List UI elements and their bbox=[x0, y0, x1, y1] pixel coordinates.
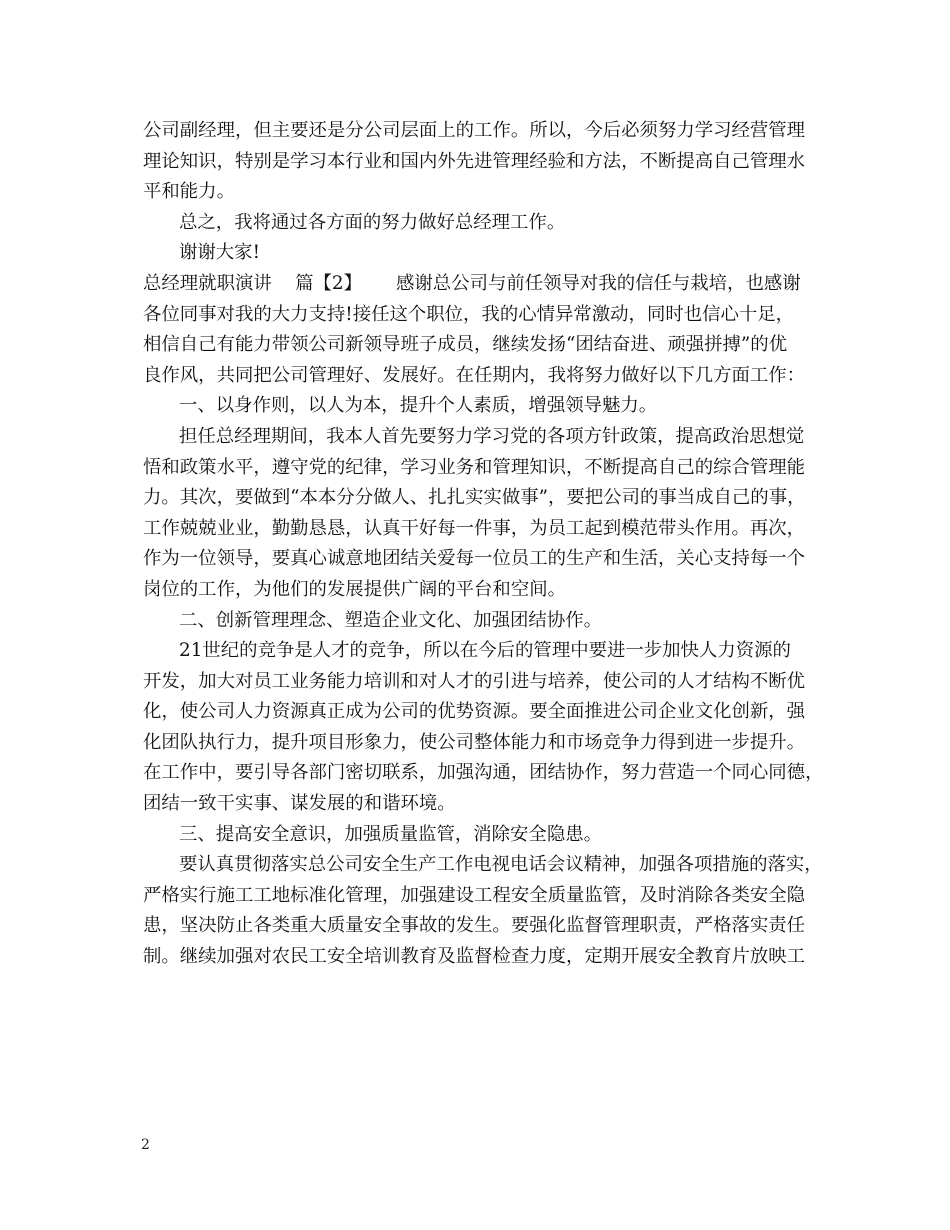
text-line: 作为一位领导，要真心诚意地团结关爱每一位员工的生产和生活，关心支持每一个 bbox=[143, 548, 806, 570]
text-line: 总之，我将通过各方面的努力做好总经理工作。 bbox=[179, 211, 566, 233]
text-line: 各位同事对我的大力支持!接任这个职位，我的心情异常激动，同时也信心十足， bbox=[143, 303, 795, 325]
section-heading-line bbox=[143, 269, 833, 300]
text-line: 严格实行施工工地标准化管理，加强建设工程安全质量监管，及时消除各类安全隐 bbox=[143, 884, 806, 906]
text-line: 一、以身作则，以人为本，提升个人素质，增强领导魅力。 bbox=[179, 395, 658, 417]
text-line: 化团队执行力，提升项目形象力，使公司整体能力和市场竞争力得到进一步提升。 bbox=[143, 731, 806, 753]
section-marker: 篇【2】 bbox=[295, 272, 363, 294]
text-line: 三、提高安全意识，加强质量监管，消除安全隐患。 bbox=[179, 823, 602, 845]
text-line: 岗位的工作，为他们的发展提供广阔的平台和空间。 bbox=[143, 578, 566, 600]
text-line: 开发，加大对员工业务能力培训和对人才的引进与培养，使公司的人才结构不断优 bbox=[143, 670, 806, 692]
text-line: 团结一致干实事、谋发展的和谐环境。 bbox=[143, 793, 456, 815]
text-line: 制。继续加强对农民工安全培训教育及监督检查力度，定期开展安全教育片放映工 bbox=[143, 946, 806, 968]
text-line: 21世纪的竞争是人才的竞争，所以在今后的管理中要进一步加快人力资源的 bbox=[179, 640, 791, 662]
text-line: 谢谢大家! bbox=[179, 242, 260, 264]
text-line: 在工作中，要引导各部门密切联系，加强沟通，团结协作，努力营造一个同心同德， bbox=[143, 762, 824, 784]
text-line: 悟和政策水平，遵守党的纪律，学习业务和管理知识，不断提高自己的综合管理能 bbox=[143, 456, 806, 478]
body-text bbox=[143, 116, 833, 973]
page-number: 2 bbox=[141, 1137, 150, 1153]
text-line: 担任总经理期间，我本人首先要努力学习党的各项方针政策，提高政治思想觉 bbox=[179, 425, 805, 447]
text-line: 要认真贯彻落实总公司安全生产工作电视电话会议精神，加强各项措施的落实， bbox=[179, 854, 823, 876]
text-line: 公司副经理，但主要还是分公司层面上的工作。所以，今后必须努力学习经营管理 bbox=[143, 120, 806, 141]
section-title: 总经理就职演讲 bbox=[143, 272, 272, 294]
text-line: 良作风，共同把公司管理好、发展好。在任期内，我将努力做好以下几方面工作： bbox=[143, 364, 806, 386]
text-line: 力。其次，要做到“本本分分做人、扎扎实实做事”，要把公司的事当成自己的事， bbox=[143, 487, 806, 509]
text-line: 二、创新管理理念、塑造企业文化、加强团结协作。 bbox=[179, 609, 602, 631]
text-line: 平和能力。 bbox=[143, 181, 235, 203]
section-intro-text: 感谢总公司与前任领导对我的信任与栽培，也感谢 bbox=[396, 272, 801, 294]
text-line: 相信自己有能力带领公司新领导班子成员，继续发扬“团结奋进、顽强拼搏”的优 bbox=[143, 334, 788, 356]
text-line: 化，使公司人力资源真正成为公司的优势资源。要全面推进公司企业文化创新，强 bbox=[143, 701, 806, 723]
text-line: 理论知识，特别是学习本行业和国内外先进管理经验和方法，不断提高自己管理水 bbox=[143, 150, 806, 172]
text-line: 患，坚决防止各类重大质量安全事故的发生。要强化监督管理职责，严格落实责任 bbox=[143, 915, 806, 937]
text-line: 工作兢兢业业，勤勤恳恳，认真干好每一件事，为员工起到模范带头作用。再次， bbox=[143, 517, 806, 539]
